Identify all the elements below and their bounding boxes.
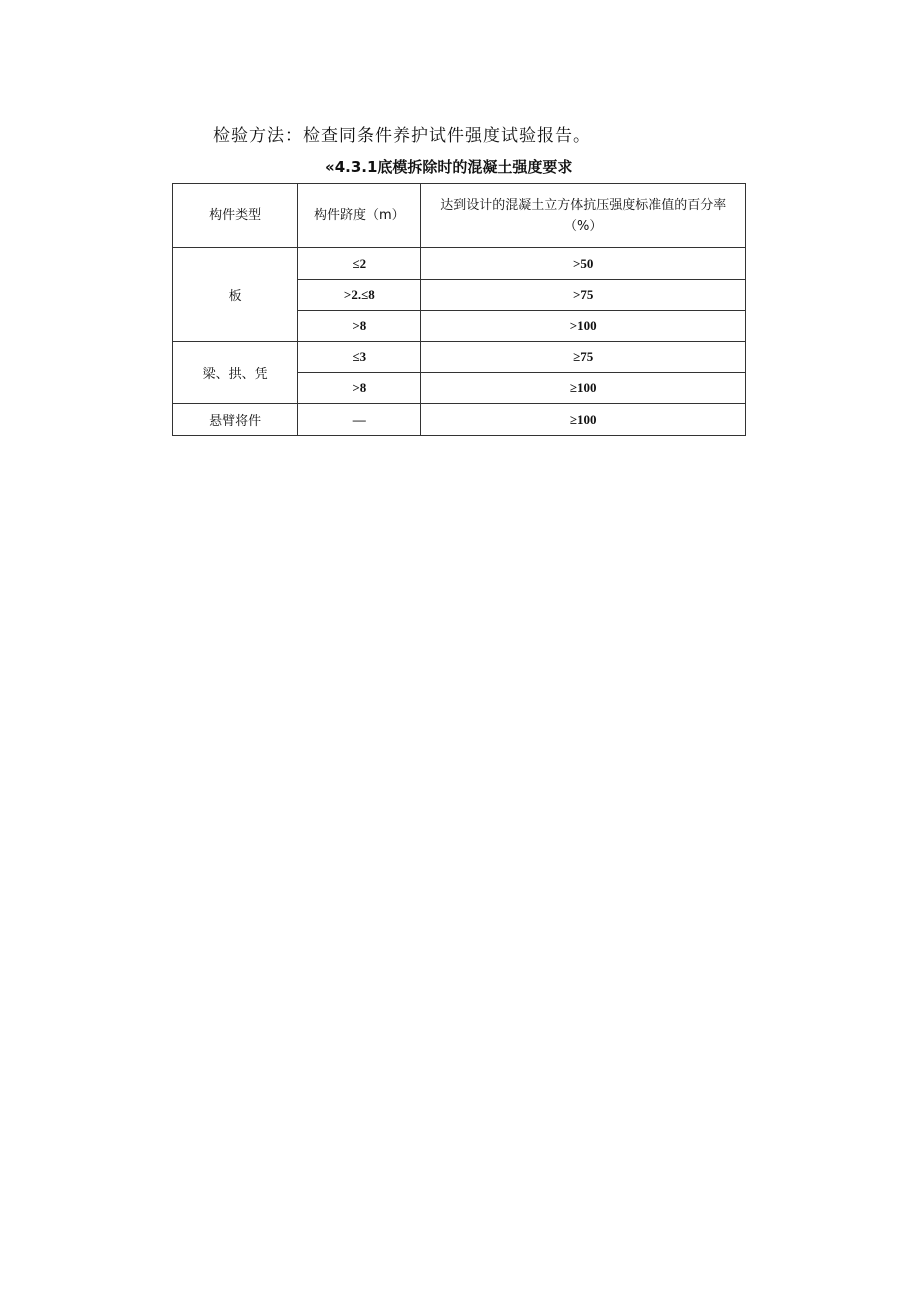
table-row (173, 248, 746, 280)
inspection-method-text: 检验方法：检查同条件养护试件强度试验报告。 (213, 126, 591, 146)
span-cell: >2.≤8 (298, 280, 421, 311)
percent-cell: >50 (421, 248, 746, 280)
span-cell: — (298, 404, 421, 436)
type-cell: 悬臂将件 (173, 404, 298, 436)
type-cell: 板 (173, 248, 298, 342)
percent-cell: ≥100 (421, 373, 746, 404)
header-type: 构件类型 (173, 184, 298, 248)
table-row (173, 404, 746, 436)
concrete-strength-table (172, 183, 746, 436)
type-cell: 梁、拱、凭 (173, 342, 298, 404)
percent-cell: >75 (421, 280, 746, 311)
table-header-row (173, 184, 746, 248)
table-caption: «4.3.1底模拆除时的混凝土强度要求 (325, 158, 573, 176)
percent-cell: ≥75 (421, 342, 746, 373)
header-percent (421, 184, 746, 248)
span-cell: >8 (298, 311, 421, 342)
percent-cell: >100 (421, 311, 746, 342)
percent-cell: ≥100 (421, 404, 746, 436)
header-percent-line1: 达到设计的混凝土立方体抗压强度标准值的百分率 (440, 197, 727, 213)
span-cell: >8 (298, 373, 421, 404)
header-span: 构件跻度（m） (298, 184, 421, 248)
span-cell: ≤3 (298, 342, 421, 373)
header-percent-line2: （%） (564, 218, 603, 234)
span-cell: ≤2 (298, 248, 421, 280)
table-row (173, 342, 746, 373)
